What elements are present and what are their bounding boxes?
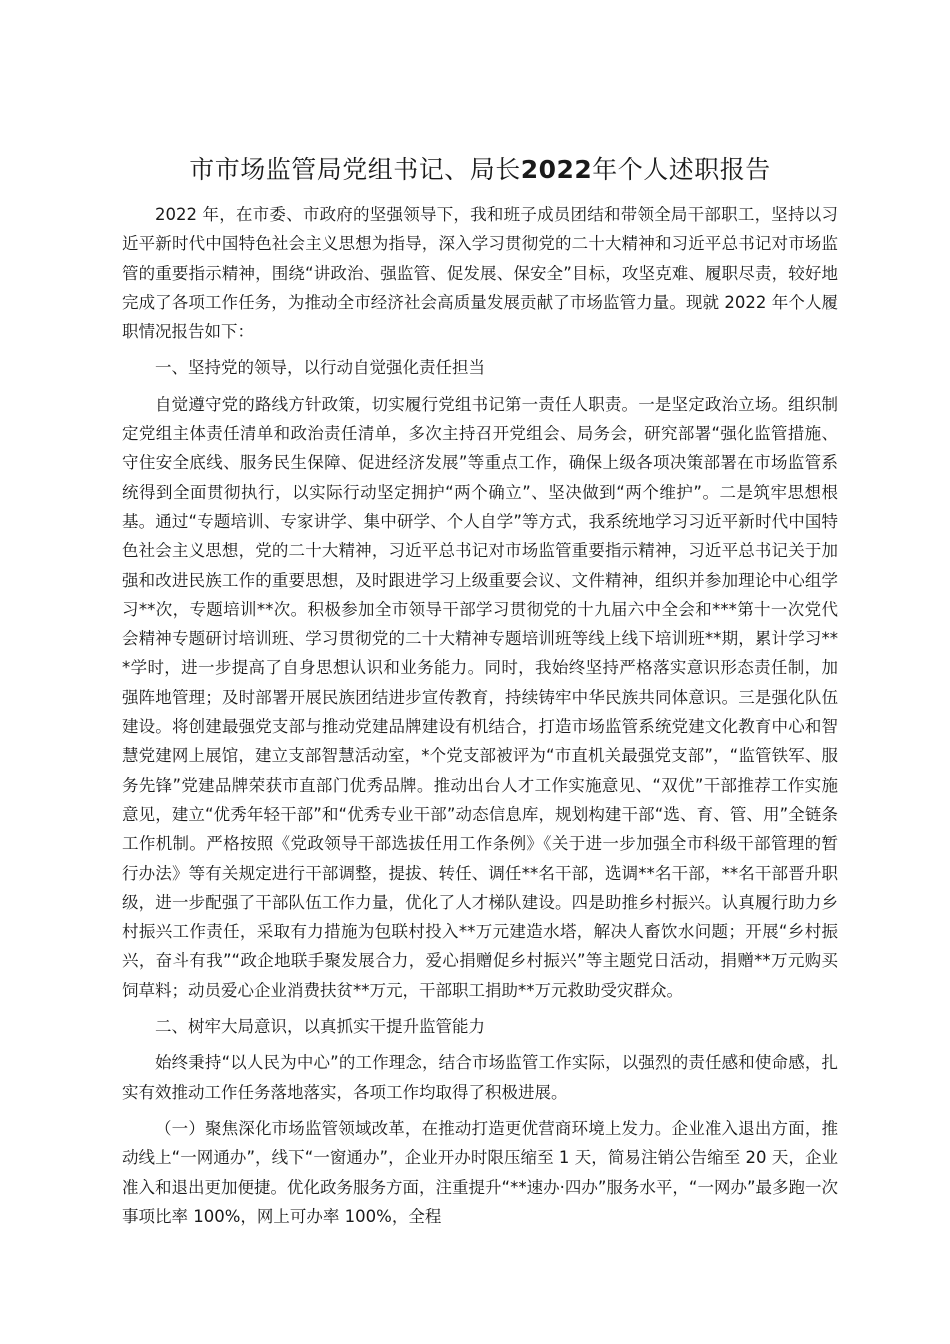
section-1-paragraph: 自觉遵守党的路线方针政策，切实履行党组书记第一责任人职责。一是坚定政治立场。组织制定党组主体责任清单和政治责任清单，多次主持召开党组会、局务会，研究部署“强化监管措施、守住安全底线、服务民生保障、促进经济发展”等重点工作，确保上级各项决策部署在市场监管系统得到全面贯彻执行，以实际行动坚定拥护“两个确立”、坚决做到“两个维护”。二是筑牢思想根基。通过“专题培训、专家讲学、集中研学、个人自学”等方式，我系统地学习习近平新时代中国特色社会主义思想，党的二十大精神，习近平总书记对市场监管重要指示精神，习近平总书记关于加强和改进民族工作的重要思想，及时跟进学习上级重要会议、文件精神，组织并参加理论中心组学习**次，专题培训**次。积极参加全市领导干部学习贯彻党的十九届六中全会和***第十一次党代会精神专题研讨培训班、学习贯彻党的二十大精神专题培训班等线上线下培训班**期，累计学习***学时，进一步提高了自身思想认识和业务能力。同时，我始终坚持严格落实意识形态责任制，加强阵地管理；及时部署开展民族团结进步宣传教育，持续铸牢中华民族共同体意识。三是强化队伍建设。将创建最强党支部与推动党建品牌建设有机结合，打造市场监管系统党建文化教育中心和智慧党建网上展馆，建立支部智慧活动室，*个党支部被评为“市直机关最强党支部”，“监管铁军、服务先锋”党建品牌荣获市直部门优秀品牌。推动出台人才工作实施意见、“双优”干部推荐工作实施意见，建立“优秀年轻干部”和“优秀专业干部”动态信息库，规划构建干部“选、育、管、用”全链条工作机制。严格按照《党政领导干部选拔任用工作条例》《关于进一步加强全市科级干部管理的暂行办法》等有关规定进行干部调整，提拔、转任、调任**名干部，选调**名干部，**名干部晋升职级，进一步配强了干部队伍工作力量，优化了人才梯队建设。四是助推乡村振兴。认真履行助力乡村振兴工作责任，采取有力措施为包联村投入**万元建造水塔，解决人畜饮水问题；开展“乡村振兴，奋斗有我”“政企地联手聚发展合力，爱心捐赠促乡村振兴”等主题党日活动，捐赠**万元购买饲草料；动员爱心企业消费扶贫**万元，干部职工捐助**万元救助受灾群众。 — [122, 394, 838, 1000]
section-2-intro-paragraph: 始终秉持“以人民为中心”的工作理念，结合市场监管工作实际，以强烈的责任感和使命感，扎实有效推动工作任务落地落实，各项工作均取得了积极进展。 — [122, 1053, 838, 1102]
title-year: 2022 — [520, 155, 593, 184]
section-heading-1: 一、坚持党的领导，以行动自觉强化责任担当 — [155, 358, 485, 378]
section-2-item-1-paragraph: （一）聚焦深化市场监管领域改革，在推动打造更优营商环境上发力。企业准入退出方面，推动线上“一网通办”，线下“一窗通办”，企业开办时限压缩至 1 天，简易注销公告缩至 20 天，企业准入和退出更加便捷。优化政务服务方面，注重提升“**速办·四办”服务水平，“一网办”最多跑一次事项比率 100%，网上可办率 100%，全程 — [122, 1118, 838, 1226]
section-heading-2: 二、树牢大局意识，以真抓实干提升监管能力 — [155, 1017, 485, 1037]
document-title — [122, 150, 838, 190]
document-page — [122, 150, 838, 1238]
title-prefix: 市市场监管局党组书记、局长 — [189, 155, 521, 184]
title-suffix: 年个人述职报告 — [592, 155, 771, 184]
intro-paragraph: 2022 年，在市委、市政府的坚强领导下，我和班子成员团结和带领全局干部职工，坚持以习近平新时代中国特色社会主义思想为指导，深入学习贯彻党的二十大精神和习近平总书记对市场监管的重要指示精神，围绕“讲政治、强监管、促发展、保安全”目标，攻坚克难、履职尽责，较好地完成了各项工作任务，为推动全市经济社会高质量发展贡献了市场监管力量。现就 2022 年个人履职情况报告如下： — [122, 205, 838, 342]
